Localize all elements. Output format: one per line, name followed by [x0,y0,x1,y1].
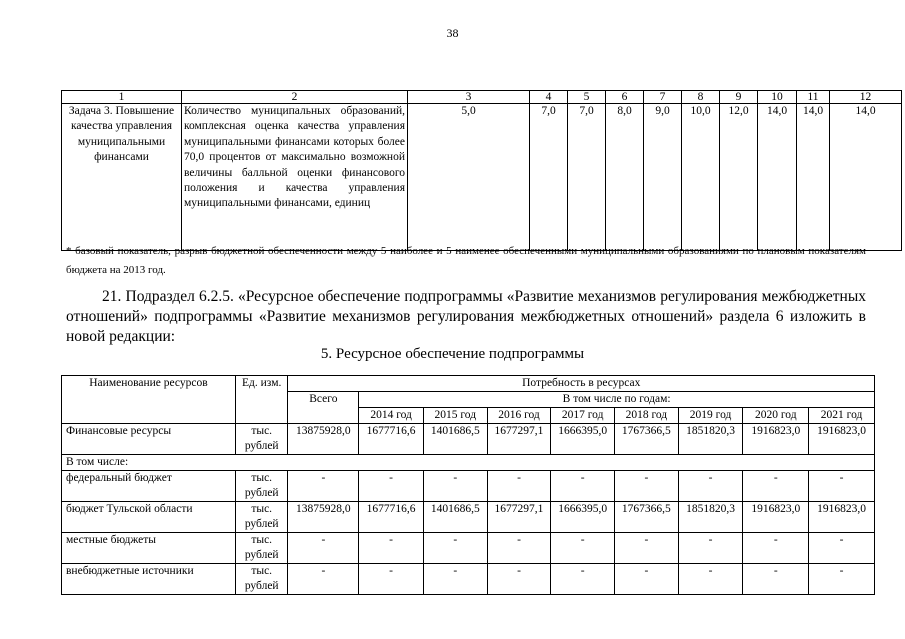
indicator-value: 10,0 [682,104,720,251]
resource-year-value: 1916823,0 [809,424,875,455]
by-years-header: В том числе по годам: [359,392,875,408]
resource-year-value: 1916823,0 [743,502,809,533]
resource-name: бюджет Тульской области [62,502,236,533]
resource-year-value: - [809,564,875,595]
table-row [62,564,875,595]
resource-name: местные бюджеты [62,533,236,564]
resource-unit: тыс. рублей [235,502,288,533]
resource-year-value: - [615,564,679,595]
resource-total: 13875928,0 [288,424,359,455]
resource-year-value: 1401686,5 [423,424,487,455]
resource-year-value: 1677297,1 [487,424,551,455]
indicator-text: Количество муниципальных образований, комплексная оценка качества управления муниципальными финансами которых более 70,0 процентов от максимально возможной величины балльной оценки финансового положения и качества управления муниципальными финансами, единиц [184,105,405,210]
resource-year-value: - [809,471,875,502]
year-header: 2020 год [743,408,809,424]
resource-name-header: Наименование ресурсов [62,376,236,424]
indicator-value: 14,0 [797,104,830,251]
table-row [62,471,875,502]
footnote: * базовый показатель, разрыв бюджетной обеспеченности между 5 наиболее и 5 наименее обеспеченными муниципальными образованиями по плановым показателям бюджета на 2013 год. [66,245,866,276]
resource-year-value: - [487,533,551,564]
column-number: 2 [182,91,408,104]
indicators-table [61,90,902,251]
resource-unit: тыс. рублей [235,533,288,564]
resource-year-value: 1851820,3 [678,502,743,533]
indicator-value: 12,0 [720,104,758,251]
indicator-row [62,104,902,251]
resource-year-value: 1677297,1 [487,502,551,533]
resource-year-value: 1666395,0 [551,424,615,455]
resource-year-value: - [551,564,615,595]
resource-year-value: - [678,471,743,502]
column-number: 6 [606,91,644,104]
resource-total: - [288,564,359,595]
resource-year-value: - [551,471,615,502]
column-number: 11 [797,91,830,104]
resource-unit: тыс. рублей [235,471,288,502]
year-header: 2015 год [423,408,487,424]
resource-year-value: 1767366,5 [615,424,679,455]
column-number: 12 [830,91,902,104]
subheader-cell: В том числе: [62,455,875,471]
resource-year-value: - [615,471,679,502]
resource-year-value: - [743,533,809,564]
resource-year-value: - [423,564,487,595]
indicator-value: 7,0 [530,104,568,251]
column-number: 5 [568,91,606,104]
resource-year-value: 1916823,0 [743,424,809,455]
indicator-value: 9,0 [644,104,682,251]
resources-header-row-1 [62,376,875,392]
resource-year-value: - [809,533,875,564]
indicator-value: 14,0 [830,104,902,251]
page-number: 38 [446,26,459,40]
year-header: 2019 год [678,408,743,424]
amendment-paragraph [66,287,866,347]
resources-table [61,375,875,595]
indicator-value: 8,0 [606,104,644,251]
column-number: 1 [62,91,182,104]
table-row [62,424,875,455]
task-cell: Задача 3. Повышение качества управления муниципальными финансами [62,104,182,251]
column-number: 9 [720,91,758,104]
resource-year-value: - [487,564,551,595]
resource-year-value: - [678,533,743,564]
resource-year-value: 1916823,0 [809,502,875,533]
resource-year-value: - [551,533,615,564]
section-title: 5. Ресурсное обеспечение подпрограммы [320,346,585,362]
indicators-header-row [62,91,902,104]
resource-unit: тыс. рублей [235,424,288,455]
resource-year-value: - [487,471,551,502]
table-row [62,455,875,471]
year-header: 2021 год [809,408,875,424]
year-header: 2017 год [551,408,615,424]
indicator-description [182,104,408,251]
table-row [62,533,875,564]
resource-total: 13875928,0 [288,502,359,533]
indicator-value: 14,0 [758,104,797,251]
table-row [62,502,875,533]
resource-year-value: 1677716,6 [359,502,424,533]
amendment-text: 21. Подраздел 6.2.5. «Ресурсное обеспечение подпрограммы «Развитие механизмов регулирования межбюджетных отношений» подпрограммы «Развитие механизмов регулирования межбюджетных отношений» раздела 6 изложить в новой редакции: [66,288,866,345]
resource-year-value: - [615,533,679,564]
indicator-value: 5,0 [408,104,530,251]
resource-name: внебюджетные источники [62,564,236,595]
total-header: Всего [288,392,359,424]
column-number: 3 [408,91,530,104]
resource-year-value: 1851820,3 [678,424,743,455]
resource-year-value: 1401686,5 [423,502,487,533]
resource-year-value: - [423,471,487,502]
year-header: 2018 год [615,408,679,424]
resource-total: - [288,471,359,502]
resource-year-value: - [359,564,424,595]
unit-header: Ед. изм. [235,376,288,424]
resource-year-value: 1666395,0 [551,502,615,533]
need-header: Потребность в ресурсах [288,376,875,392]
year-header: 2016 год [487,408,551,424]
indicator-value: 7,0 [568,104,606,251]
resource-year-value: - [743,564,809,595]
resource-year-value: - [359,471,424,502]
resource-year-value: - [678,564,743,595]
column-number: 10 [758,91,797,104]
column-number: 4 [530,91,568,104]
resource-year-value: - [743,471,809,502]
resource-year-value: - [423,533,487,564]
resource-year-value: - [359,533,424,564]
column-number: 8 [682,91,720,104]
column-number: 7 [644,91,682,104]
resource-total: - [288,533,359,564]
resource-name: Финансовые ресурсы [62,424,236,455]
resource-year-value: 1767366,5 [615,502,679,533]
resource-unit: тыс. рублей [235,564,288,595]
resource-year-value: 1677716,6 [359,424,424,455]
year-header: 2014 год [359,408,424,424]
resource-name: федеральный бюджет [62,471,236,502]
